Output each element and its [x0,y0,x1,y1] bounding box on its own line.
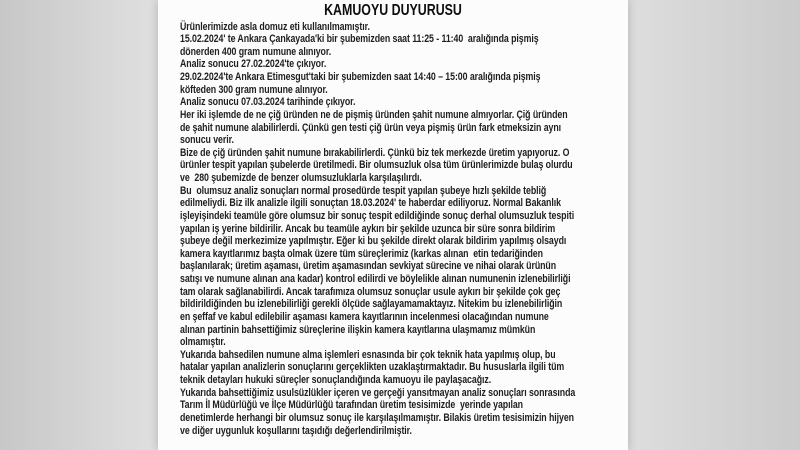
text-line: satışı ve numune alınan ana kadar) kontrol edilirdi ve böylelikle alınan numunenin izlenebilirliği [180,273,571,285]
document-body [180,21,679,438]
text-line: tam olarak sağlanabilirdi. Ancak tarafımıza olumsuz sonuçlar usule aykırı bir şekilde çok geç [180,285,561,298]
text-line: en şeffaf ve kabul edilebilir aşaması kamera kayıtlarının incelenmesi olacağından numune [180,310,549,323]
text-line: 29.02.2024'te Ankara Etimesgut'taki bir şubemizden saat 14:40 – 15:00 aralığında pişmiş [180,71,541,83]
text-line: de şahit numune alabilirlerdi. Çünkü gen testi çiğ ürün veya pişmiş ürün fark etmeksizin aynı [180,121,562,134]
announcement-page [158,0,628,450]
text-line: teknik detayları hukuki süreçler sonuçlandığında kamuoyu ile paylaşacağız. [180,374,492,386]
text-line: dönerden 400 gram numune alınıyor. [180,45,332,58]
text-line: Yukarıda bahsettiğimiz usulsüzlükler içeren ve gerçeği yansıtmayan analiz sonuçları sonrasında [180,386,576,399]
text-line: Her iki işlemde de ne çiğ üründen ne de pişmiş üründen şahit numune almıyorlar. Çiğ üründen [180,108,568,121]
text-line: şubeye değil merkezimize yapılmıştır. Eğer ki bu şekilde direkt olarak bildirim yapılmış olsaydı [180,235,567,248]
text-line: Ürünlerimizde asla domuz eti kullanılmamıştır. [180,20,370,33]
text-line: köfteden 300 gram numune alınıyor. [180,83,328,96]
text-line: ve diğer uygunluk koşullarını taşıdığı değerlendirilmiştir. [180,424,412,437]
text-line: olmamıştır. [180,336,226,349]
text-line: Analiz sonucu 27.02.2024'te çıkıyor. [180,58,327,71]
text-line: edilmeliydi. Biz ilk analizle ilgili sonuçtan 18.03.2024' te haberdar ediliyoruz. Normal Bakanlık [180,197,561,210]
text-line: sonucu verir. [180,134,234,147]
document-title: KAMUOYU DUYURUSU [324,2,462,19]
text-line: Analiz sonucu 07.03.2024 tarihinde çıkıyor. [180,96,356,109]
text-line: denetimlerde herhangi bir olumsuz sonuç ile karşılaşılmamıştır. Bilakis üretim tesisimizin hijyen [180,411,574,424]
text-line: alınan partinin bahsettiğimiz süreçlerine ilişkin kamera kayıtlarına ulaşmamız mümkün [180,323,536,336]
text-line: işleyişindeki teamüle göre olumsuz bir sonuç tespit edildiğinde sonuç derhal olumsuzluk tespiti [180,209,575,222]
text-line: başlanılarak; üretim aşaması, üretim aşamasından sevkiyat sürecine ve nihai olarak ürünün [180,260,557,273]
text-line: bildirildiğinden bu izlenebilirliği gerekli ölçüde sağlayamamaktayız. Nitekim bu izlenebilirliğin [180,298,563,311]
text-line: yapılan iş yerine bildirilir. Ancak bu teamüle aykırı bir şekilde uzunca bir süre sonra bildirim [180,222,556,235]
text-line: Bize de çiğ üründen şahit numune bırakabilirlerdi. Çünkü biz tek merkezde üretim yapıyoruz. O [180,146,570,159]
text-line: ürünler tespit yapılan şubelerde üretilmedi. Bir olumsuzluk olsa tüm ürünlerimizde bulaş olurdu [180,159,573,172]
text-line: hatalar yapılan analizlerin sonuçlarını gerçeklikten uzaklaştırmaktadır. Bu hususlarla ilgili tüm [180,361,565,374]
text-line: kamera kayıtlarımız başta olmak üzere tüm süreçlerimiz (karkas alınan etin tedariğinden [180,247,543,260]
text-line: Tarım İl Müdürlüğü ve İlçe Müdürlüğü tarafından üretim tesisimizde yerinde yapılan [180,399,523,412]
text-line: ve 280 şubemizde de benzer olumsuzluklarla karşılaşılırdı. [180,172,422,184]
text-line: Yukarıda bahsedilen numune alma işlemleri esnasında bir çok teknik hata yapılmış olup, bu [180,348,556,361]
text-line: 15.02.2024' te Ankara Çankayada'ki bir şubemizden saat 11:25 - 11:40 aralığında pişmiş [180,33,539,46]
text-line: Bu olumsuz analiz sonuçları normal prosedürde tespit yapılan şubeye hızlı şekilde tebliğ [180,184,547,197]
